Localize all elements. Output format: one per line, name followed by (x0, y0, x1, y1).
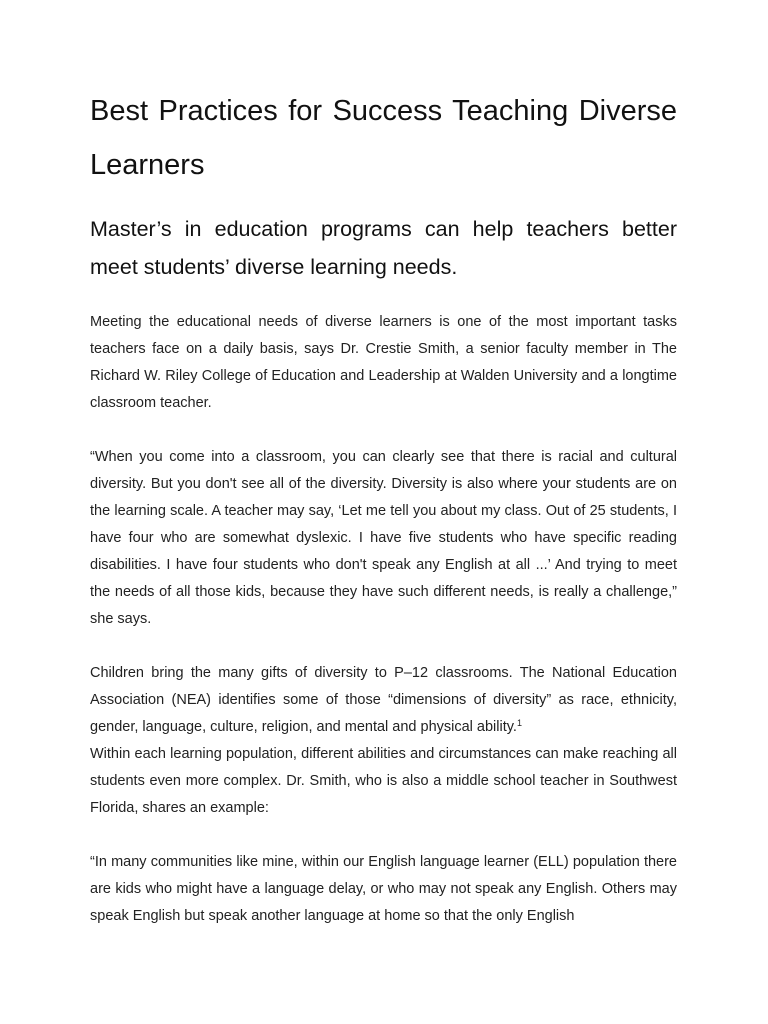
document-body (90, 84, 677, 930)
document-title: Best Practices for Success Teaching Diverse Learners (90, 95, 677, 181)
paragraph-diversity-text: Children bring the many gifts of diversity to P–12 classrooms. The National Education Association (NEA) identifies some of those “dimensions of diversity” as race, ethnicity, gender, language, culture, religion, and mental and physical ability. (90, 665, 677, 735)
paragraph-ell-quote: “In many communities like mine, within our English language learner (ELL) population there are kids who might have a language delay, or who may not speak any English. Others may speak English but speak another language at home so that the only English (90, 854, 677, 924)
document-subtitle: Master’s in education programs can help teachers better meet students’ diverse learning needs. (90, 217, 677, 279)
paragraph-learning-population: Within each learning population, different abilities and circumstances can make reaching all students even more complex. Dr. Smith, who is also a middle school teacher in Southwest Florida, shares an example: (90, 746, 677, 816)
paragraph-intro: Meeting the educational needs of diverse learners is one of the most important tasks teachers face on a daily basis, says Dr. Crestie Smith, a senior faculty member in The Richard W. Riley College of Education and Leadership at Walden University and a longtime classroom teacher. (90, 314, 677, 411)
paragraph-diversity (90, 660, 677, 741)
paragraph-quote: “When you come into a classroom, you can clearly see that there is racial and cultural diversity. But you don't see all of the diversity. Diversity is also where your students are on the learning scale. A teacher may say, ‘Let me tell you about my class. Out of 25 students, I have four who are somewhat dyslexic. I have five students who have specific reading disabilities. I have four students who don't speak any English at all ...’ And trying to meet the needs of all those kids, because they have such different needs, is really a challenge,” she says. (90, 449, 677, 627)
footnote-marker: 1 (516, 718, 522, 728)
